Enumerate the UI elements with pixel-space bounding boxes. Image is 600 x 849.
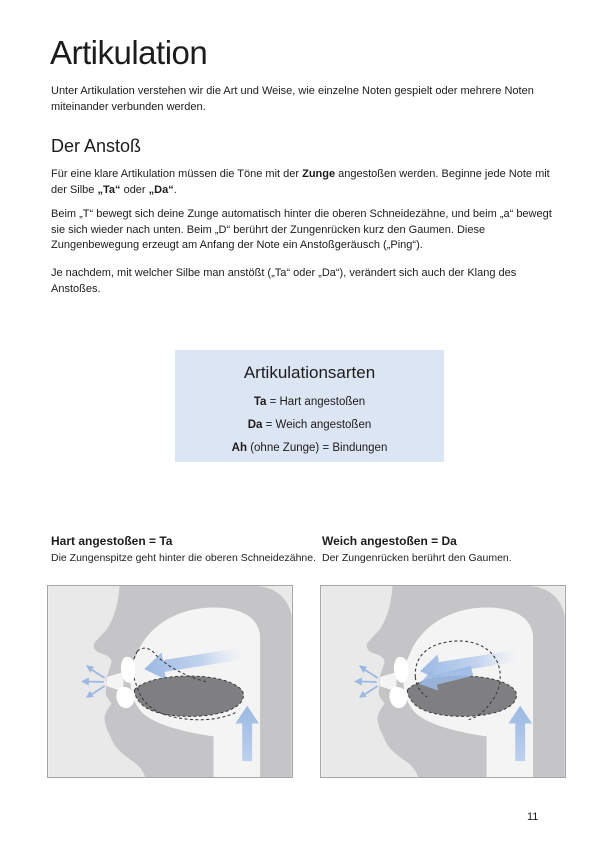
tongue-shape xyxy=(134,676,243,716)
bold-term-ta: „Ta“ xyxy=(97,183,121,196)
intro-paragraph: Unter Artikulation verstehen wir die Art und Weise, wie einzelne Noten gespielt oder mehrere Noten miteinander verbunden werden. xyxy=(51,85,534,113)
page-number: 11 xyxy=(527,811,539,823)
paragraph-anstoss-2: Beim „T“ bewegt sich deine Zunge automatisch hinter die oberen Schneidezähne, und beim „a“ bewegt sie sich wieder nach unten. Beim „D“ berührt der Zungenrücken kurz den Gaumen. Diese Zungenbewegung erzeugt am Anfang der Note ein Anstoßgeräusch („Ping“). xyxy=(51,208,552,251)
infobox-term: Ah xyxy=(231,442,247,454)
infobox-term: Da xyxy=(247,419,263,431)
text-run: angestoßen werden. Beginne jede Note mit der Silbe xyxy=(51,168,550,196)
figure-heading-da: Weich angestoßen = Da xyxy=(322,534,457,548)
infobox-row-ah xyxy=(175,437,444,460)
infobox-definition: = Weich angestoßen xyxy=(262,419,372,431)
figure-caption-ta: Die Zungenspitze geht hinter die oberen Schneidezähne. xyxy=(51,552,317,564)
mouth-diagram-ta xyxy=(47,585,293,778)
section-heading: Der Anstoß xyxy=(51,136,142,156)
articulation-types-infobox xyxy=(175,350,444,462)
infobox-term: Ta xyxy=(253,396,267,408)
figure-heading-ta: Hart angestoßen = Ta xyxy=(51,534,173,548)
text-run: Für eine klare Artikulation müssen die Töne mit der xyxy=(51,168,303,180)
infobox-definition: = Hart angestoßen xyxy=(266,396,366,408)
paragraph-anstoss-3: Je nachdem, mit welcher Silbe man anstößt („Ta“ oder „Da“), verändert sich auch der Klang des Anstoßes. xyxy=(51,267,517,295)
paragraph-anstoss-1 xyxy=(51,167,558,198)
infobox-row-ta xyxy=(175,391,444,414)
text-run: oder xyxy=(120,183,149,196)
infobox-row-da xyxy=(175,414,444,437)
infobox-title: Artikulationsarten xyxy=(243,363,376,382)
figure-caption-da: Der Zungenrücken berührt den Gaumen. xyxy=(322,552,512,564)
page-title: Artikulation xyxy=(50,34,208,71)
infobox-definition: (ohne Zunge) = Bindungen xyxy=(247,442,388,454)
bold-term-da: „Da“ xyxy=(148,183,174,196)
bold-term-zunge: Zunge xyxy=(302,168,336,180)
mouth-diagram-ta-svg xyxy=(48,586,292,777)
mouth-diagram-da xyxy=(320,585,566,778)
mouth-diagram-da-svg xyxy=(321,586,565,777)
text-run: . xyxy=(173,183,177,196)
